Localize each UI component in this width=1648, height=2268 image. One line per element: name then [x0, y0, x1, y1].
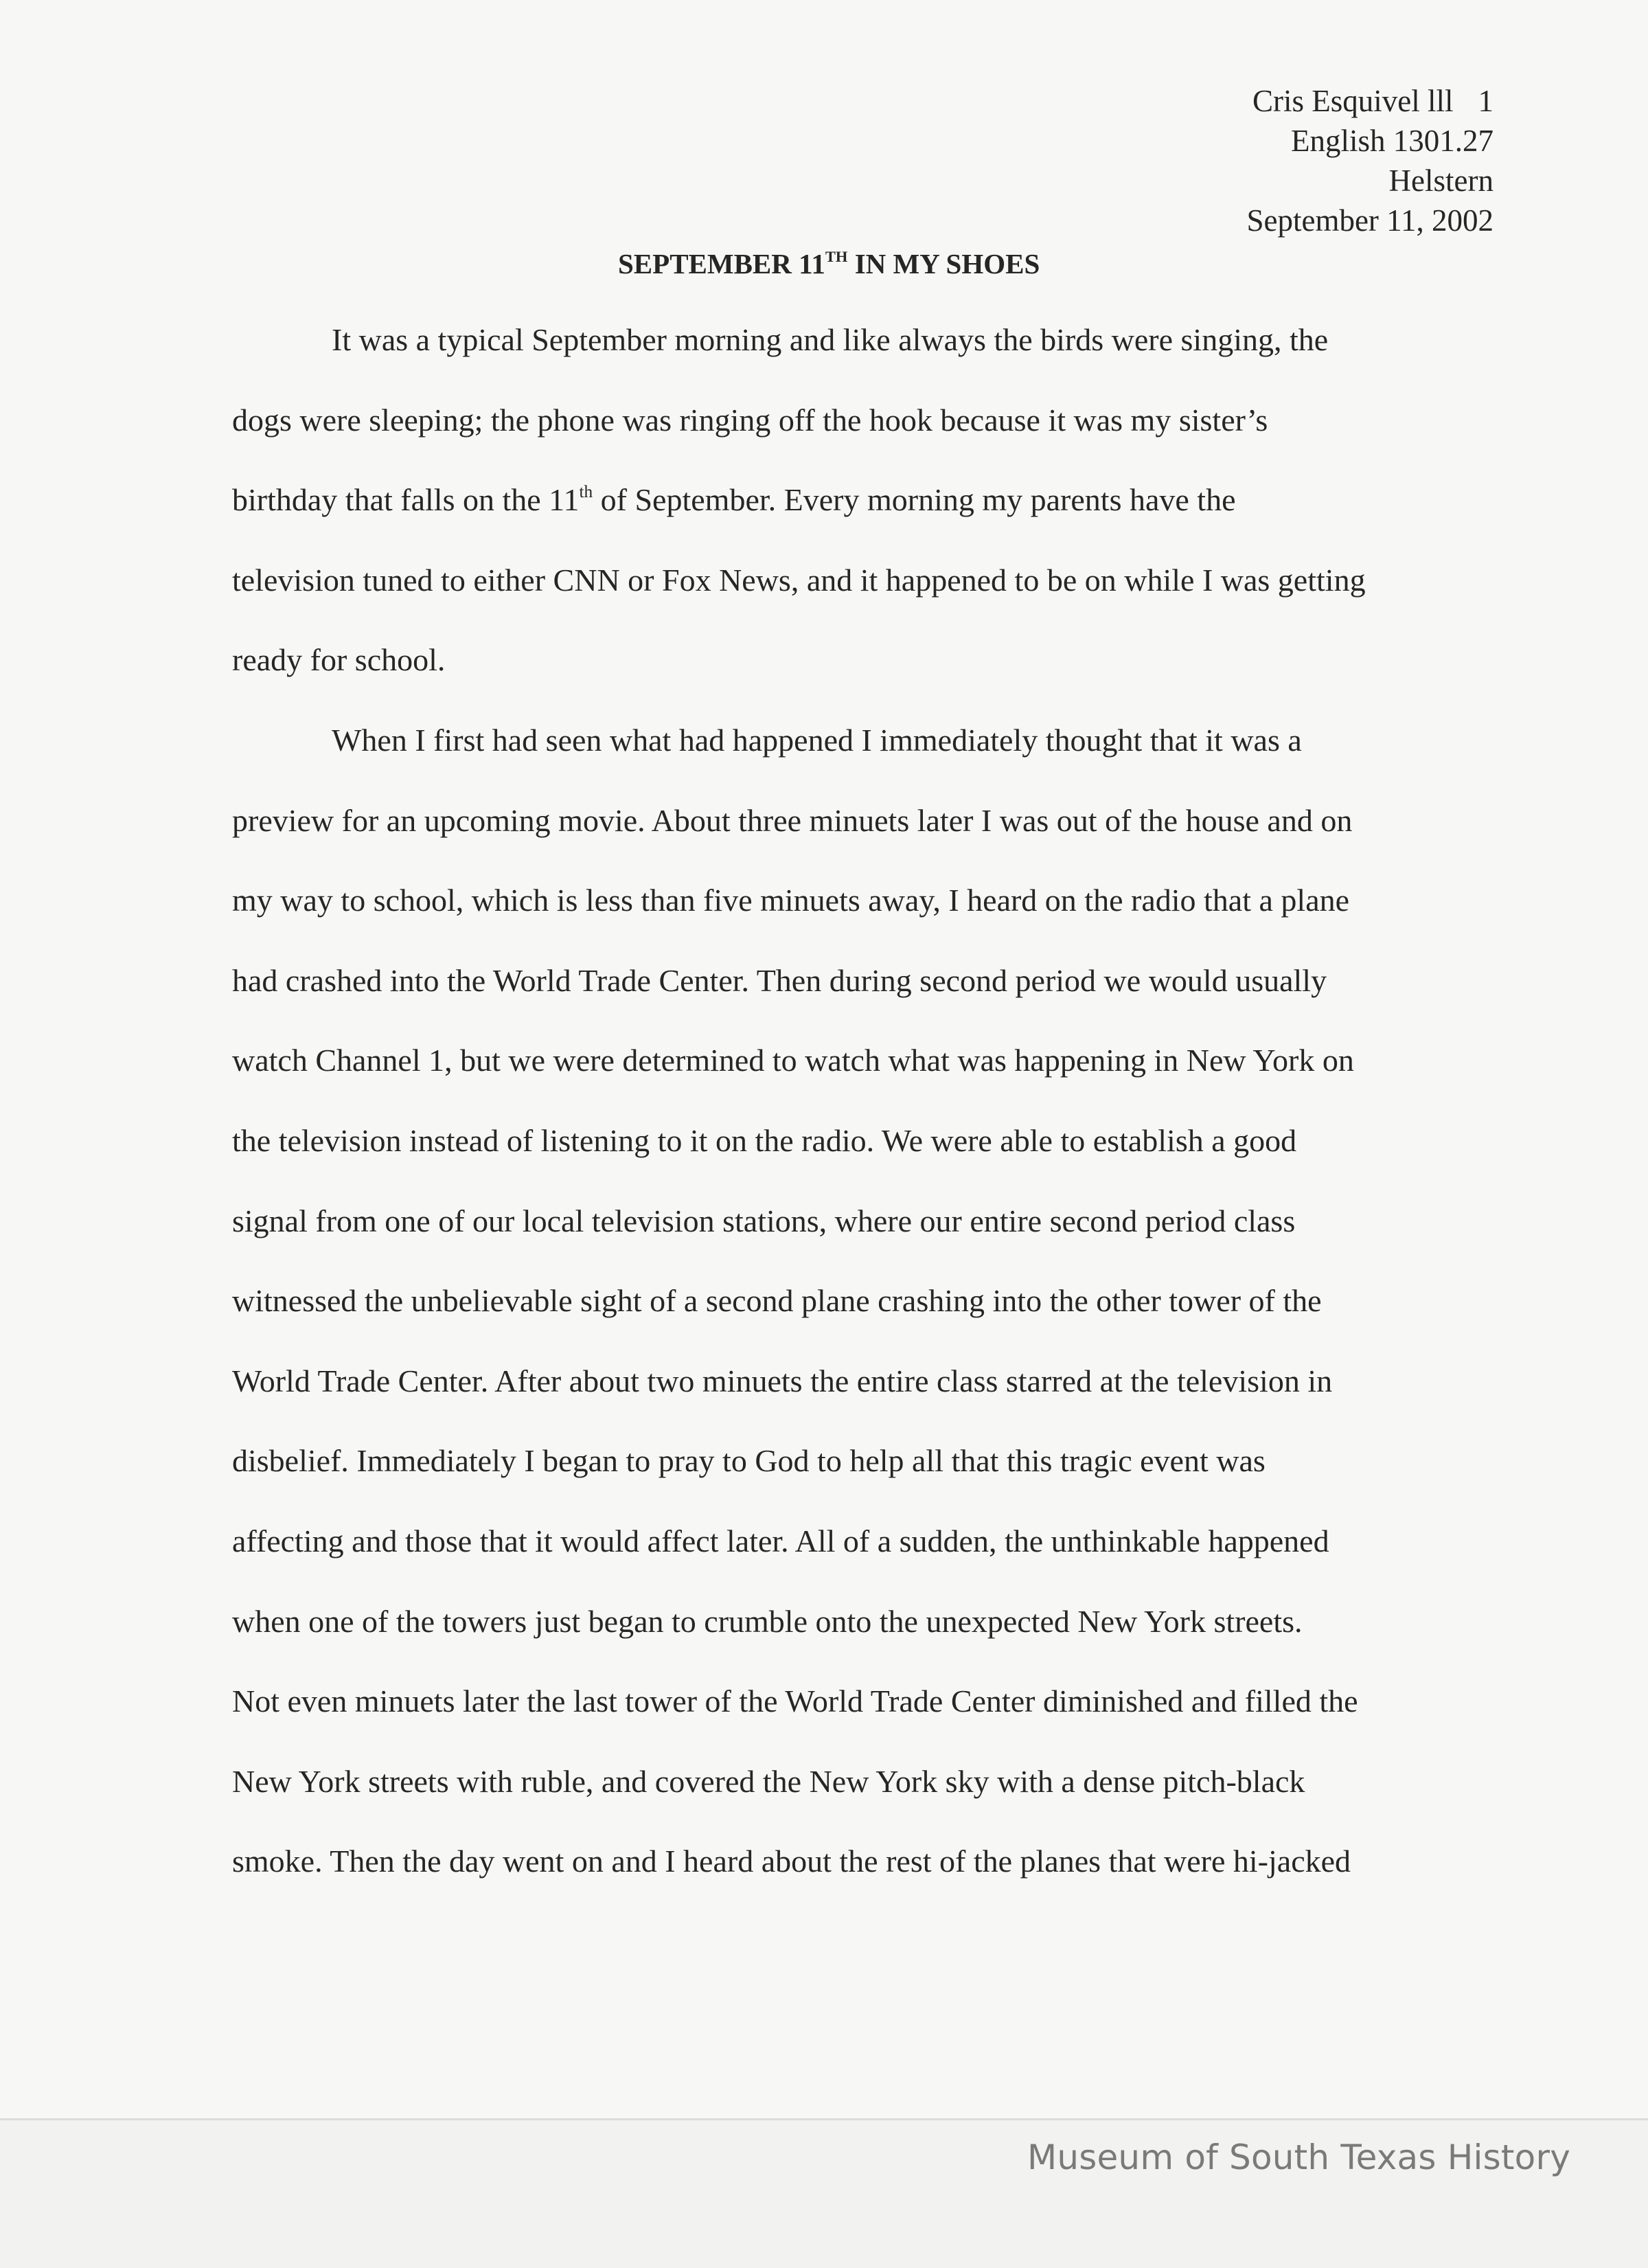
- essay-body: [232, 316, 1502, 1918]
- body-line: signal from one of our local television stations, where our entire second period class: [232, 1203, 1296, 1238]
- essay-title-part-2: IN MY SHOES: [847, 248, 1040, 280]
- body-line: when one of the towers just began to crumble onto the unexpected New York streets.: [232, 1603, 1303, 1639]
- essay-title-superscript: TH: [825, 248, 848, 266]
- body-line: affecting and those that it would affect later. All of a sudden, the unthinkable happened: [232, 1523, 1329, 1558]
- collection-credit: Museum of South Texas History: [1027, 2137, 1570, 2177]
- body-line: had crashed into the World Trade Center. Then during second period we would usually: [232, 962, 1327, 998]
- body-line: Not even minuets later the last tower of the World Trade Center diminished and filled the: [232, 1683, 1358, 1719]
- body-line: [232, 476, 1502, 556]
- essay-title: [618, 245, 1040, 283]
- course-name: English 1301.27: [1290, 124, 1494, 158]
- instructor-name: Helstern: [1388, 163, 1494, 198]
- header-block: [1246, 81, 1494, 240]
- page-number: 1: [1478, 84, 1494, 118]
- body-line: When I first had seen what had happened I immediately thought that it was a: [332, 722, 1302, 758]
- body-line-part: birthday that falls on the 11: [232, 482, 580, 518]
- body-line: smoke. Then the day went on and I heard about the rest of the planes that were hi-jacked: [232, 1844, 1351, 1879]
- body-line: the television instead of listening to it on the radio. We were able to establish a good: [232, 1122, 1297, 1158]
- body-line: World Trade Center. After about two minuets the entire class starred at the television in: [232, 1363, 1333, 1398]
- body-line: It was a typical September morning and like always the birds were singing, the: [332, 322, 1329, 357]
- essay-date: September 11, 2002: [1246, 203, 1494, 238]
- body-line-superscript: th: [579, 482, 593, 502]
- body-line: dogs were sleeping; the phone was ringing off the hook because it was my sister’s: [232, 402, 1268, 438]
- body-line: New York streets with ruble, and covered the New York sky with a dense pitch-black: [232, 1763, 1305, 1799]
- body-line: disbelief. Immediately I began to pray to God to help all that this tragic event was: [232, 1443, 1266, 1479]
- body-line: witnessed the unbelievable sight of a second plane crashing into the other tower of the: [232, 1283, 1322, 1319]
- body-line: watch Channel 1, but we were determined to watch what was happening in New York on: [232, 1043, 1354, 1078]
- essay-title-part-1: SEPTEMBER 11: [618, 248, 825, 280]
- body-line: television tuned to either CNN or Fox News, and it happened to be on while I was getting: [232, 562, 1366, 598]
- body-line-part: of September. Every morning my parents have the: [593, 482, 1236, 518]
- body-line: ready for school.: [232, 642, 446, 678]
- author-line: [1246, 81, 1494, 121]
- body-line: my way to school, which is less than five minuets away, I heard on the radio that a plane: [232, 883, 1350, 918]
- author-name: Cris Esquivel lll: [1252, 84, 1454, 118]
- body-line: preview for an upcoming movie. About three minuets later I was out of the house and on: [232, 802, 1353, 838]
